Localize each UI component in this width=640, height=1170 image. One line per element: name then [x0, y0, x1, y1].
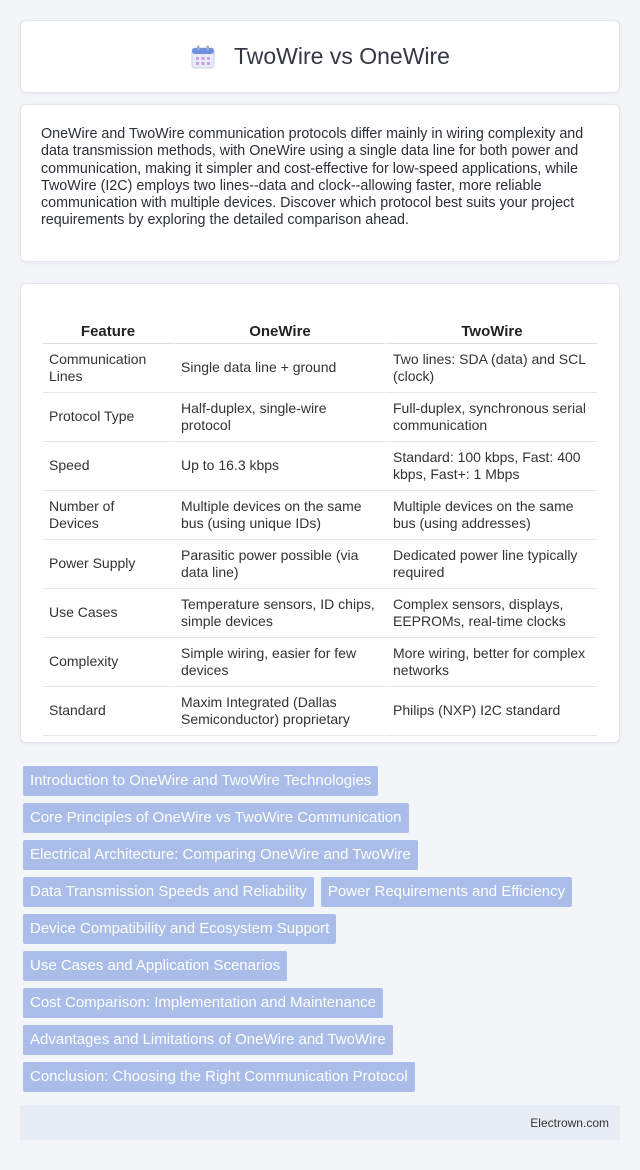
topic-link-advantages-limitations[interactable]: Advantages and Limitations of OneWire and TwoWire — [23, 1025, 393, 1055]
topic-link-introduction[interactable]: Introduction to OneWire and TwoWire Technologies — [23, 766, 378, 796]
comparison-table — [43, 304, 597, 736]
table-cell-onewire: Simple wiring, easier for few devices — [173, 638, 385, 687]
table-cell-onewire: Temperature sensors, ID chips, simple devices — [173, 589, 385, 638]
table-cell-twowire: Dedicated power line typically required — [385, 540, 597, 589]
table-cell-feature: Standard — [43, 687, 173, 736]
table-cell-feature: Speed — [43, 442, 173, 491]
table-row — [43, 491, 597, 540]
topic-link-electrical-architecture[interactable]: Electrical Architecture: Comparing OneWire and TwoWire — [23, 840, 418, 870]
table-row — [43, 687, 597, 736]
table-row — [43, 393, 597, 442]
intro-card — [20, 104, 620, 262]
footer-brand: Electrown.com — [530, 1115, 609, 1130]
table-cell-onewire: Up to 16.3 kbps — [173, 442, 385, 491]
page-title: TwoWire vs OneWire — [234, 43, 450, 69]
calendar-icon — [190, 44, 216, 70]
comparison-table-card — [20, 283, 620, 743]
table-cell-feature: Communication Lines — [43, 344, 173, 393]
topic-link-core-principles[interactable]: Core Principles of OneWire vs TwoWire Communication — [23, 803, 409, 833]
table-cell-feature: Number of Devices — [43, 491, 173, 540]
table-cell-twowire: More wiring, better for complex networks — [385, 638, 597, 687]
intro-paragraph: OneWire and TwoWire communication protocols differ mainly in wiring complexity and data transmission methods, with OneWire using a single data line for both power and communication, making it simpler and cost-effective for low-speed applications, while TwoWire (I2C) employs two lines--data and clock--allowing faster, more reliable communication with multiple devices. Discover which protocol best suits your project requirements by exploring the detailed comparison ahead. — [41, 126, 584, 229]
topic-link-conclusion[interactable]: Conclusion: Choosing the Right Communication Protocol — [23, 1062, 415, 1092]
table-cell-onewire: Multiple devices on the same bus (using unique IDs) — [173, 491, 385, 540]
table-cell-twowire: Multiple devices on the same bus (using addresses) — [385, 491, 597, 540]
topic-link-cost-comparison[interactable]: Cost Comparison: Implementation and Maintenance — [23, 988, 383, 1018]
table-cell-onewire: Single data line + ground — [173, 344, 385, 393]
topic-link-use-cases[interactable]: Use Cases and Application Scenarios — [23, 951, 287, 981]
table-row — [43, 589, 597, 638]
table-cell-twowire: Full-duplex, synchronous serial communication — [385, 393, 597, 442]
table-row — [43, 344, 597, 393]
topic-link-device-compatibility[interactable]: Device Compatibility and Ecosystem Support — [23, 914, 336, 944]
table-cell-twowire: Complex sensors, displays, EEPROMs, real-time clocks — [385, 589, 597, 638]
table-cell-onewire: Maxim Integrated (Dallas Semiconductor) proprietary — [173, 687, 385, 736]
column-header-feature: Feature — [43, 304, 173, 344]
table-row — [43, 638, 597, 687]
table-row — [43, 442, 597, 491]
column-header-onewire: OneWire — [173, 304, 385, 344]
table-cell-feature: Power Supply — [43, 540, 173, 589]
table-cell-onewire: Half-duplex, single-wire protocol — [173, 393, 385, 442]
table-header-row — [43, 304, 597, 344]
table-cell-onewire: Parasitic power possible (via data line) — [173, 540, 385, 589]
table-cell-feature: Complexity — [43, 638, 173, 687]
table-cell-twowire: Standard: 100 kbps, Fast: 400 kbps, Fast+: 1 Mbps — [385, 442, 597, 491]
column-header-twowire: TwoWire — [385, 304, 597, 344]
header-card — [20, 20, 620, 93]
table-cell-twowire: Two lines: SDA (data) and SCL (clock) — [385, 344, 597, 393]
topic-link-power-requirements[interactable]: Power Requirements and Efficiency — [321, 877, 572, 907]
table-cell-feature: Protocol Type — [43, 393, 173, 442]
topic-links — [23, 766, 620, 1099]
topic-link-transmission-speeds[interactable]: Data Transmission Speeds and Reliability — [23, 877, 314, 907]
table-cell-twowire: Philips (NXP) I2C standard — [385, 687, 597, 736]
table-cell-feature: Use Cases — [43, 589, 173, 638]
footer — [20, 1105, 620, 1140]
table-row — [43, 540, 597, 589]
